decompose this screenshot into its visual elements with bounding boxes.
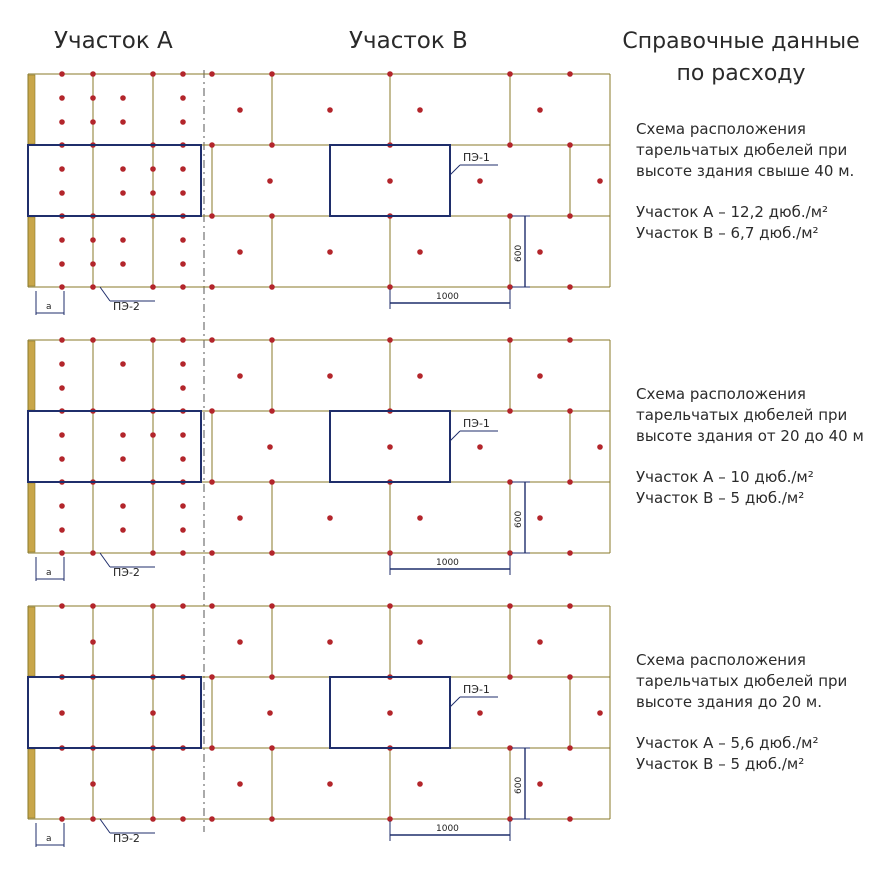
dowel-dot: [150, 432, 156, 438]
dowel-dot: [507, 674, 513, 680]
edge-strip: [28, 341, 35, 410]
dowel-dot: [209, 745, 215, 751]
pe2-leader: [100, 287, 110, 301]
dowel-dot: [120, 361, 126, 367]
dowel-dot: [507, 142, 513, 148]
dowel-dot: [567, 674, 573, 680]
dowel-dot: [120, 456, 126, 462]
dowel-dot: [537, 515, 543, 521]
dowel-dot: [507, 603, 513, 609]
scheme-2-rate-b: Участок В – 5 дюб./м²: [636, 489, 805, 507]
dowel-dot: [90, 95, 96, 101]
dowel-dot: [327, 639, 333, 645]
dowel-dot: [180, 456, 186, 462]
dowel-dot: [567, 284, 573, 290]
dowel-dot: [90, 71, 96, 77]
dowel-dot: [267, 444, 273, 450]
dowel-dot: [59, 816, 65, 822]
dowel-dot: [237, 639, 243, 645]
dowel-dot: [267, 178, 273, 184]
dim-width-label: 1000: [436, 558, 459, 568]
dowel-dot: [59, 190, 65, 196]
dowel-dot: [567, 603, 573, 609]
dowel-dot: [180, 237, 186, 243]
dowel-dot: [417, 781, 423, 787]
scheme-2-rate-a: Участок А – 10 дюб./м²: [636, 468, 814, 486]
dowel-dot: [120, 237, 126, 243]
dowel-dot: [209, 408, 215, 414]
dowel-dot: [507, 71, 513, 77]
dowel-dot: [59, 603, 65, 609]
dowel-dot: [567, 213, 573, 219]
pe2-label: ПЭ-2: [113, 566, 140, 579]
dowel-dot: [150, 710, 156, 716]
dowel-dot: [59, 385, 65, 391]
dowel-dot: [90, 119, 96, 125]
dowel-dot: [59, 361, 65, 367]
edge-strip: [28, 749, 35, 818]
scheme-2: [28, 337, 610, 581]
dowel-dot: [59, 337, 65, 343]
dowel-dot: [150, 284, 156, 290]
dowel-dot: [209, 142, 215, 148]
dowel-dot: [237, 249, 243, 255]
dowel-dot: [507, 550, 513, 556]
dowel-dot: [507, 213, 513, 219]
dowel-dot: [180, 603, 186, 609]
edge-strip: [28, 483, 35, 552]
dowel-dot: [90, 816, 96, 822]
dowel-dot: [209, 603, 215, 609]
scheme-2-caption: Схема расположения тарельчатых дюбелей при высоте здания от 20 до 40 м: [636, 385, 864, 445]
dowel-dot: [120, 432, 126, 438]
dowel-dot: [269, 674, 275, 680]
reference-title: Справочные данные по расходу: [622, 29, 860, 86]
dowel-dot: [537, 781, 543, 787]
dowel-dot: [180, 337, 186, 343]
dowel-dot: [209, 550, 215, 556]
dowel-dot: [180, 361, 186, 367]
dowel-dot: [567, 71, 573, 77]
dowel-dot: [267, 710, 273, 716]
dowel-dot: [59, 95, 65, 101]
dowel-dot: [269, 408, 275, 414]
dowel-dot: [180, 190, 186, 196]
dowel-dot: [269, 142, 275, 148]
dowel-dot: [90, 550, 96, 556]
dowel-dot: [507, 816, 513, 822]
dowel-dot: [209, 674, 215, 680]
dowel-dot: [180, 550, 186, 556]
dowel-dot: [120, 166, 126, 172]
dowel-dot: [120, 119, 126, 125]
dowel-dot: [209, 213, 215, 219]
dowel-dot: [59, 71, 65, 77]
dowel-dot: [180, 503, 186, 509]
pe1-label: ПЭ-1: [463, 683, 490, 696]
dowel-dot: [417, 639, 423, 645]
dowel-dot: [327, 249, 333, 255]
dowel-dot: [269, 337, 275, 343]
pe1-leader: [450, 431, 460, 441]
dowel-dot: [567, 550, 573, 556]
dowel-dot: [237, 515, 243, 521]
dowel-dot: [59, 503, 65, 509]
dowel-dot: [327, 781, 333, 787]
dowel-dot: [180, 166, 186, 172]
dowel-dot: [269, 71, 275, 77]
edge-strip: [28, 607, 35, 676]
dowel-dot: [150, 816, 156, 822]
edge-strip: [28, 217, 35, 286]
dowel-dot: [90, 261, 96, 267]
dowel-dot: [59, 527, 65, 533]
dowel-dot: [417, 515, 423, 521]
dowel-dot: [477, 710, 483, 716]
dowel-dot: [150, 337, 156, 343]
edge-strip: [28, 75, 35, 144]
dowel-dot: [120, 190, 126, 196]
dowel-dot: [327, 373, 333, 379]
pe2-board: [28, 677, 201, 748]
dowel-dot: [90, 284, 96, 290]
dim-a-label: a: [46, 302, 52, 312]
dowel-dot: [387, 816, 393, 822]
dowel-dot: [237, 107, 243, 113]
dowel-dot: [180, 527, 186, 533]
dowel-dot: [59, 284, 65, 290]
dowel-dot: [507, 408, 513, 414]
dowel-dot: [120, 95, 126, 101]
dowel-dot: [387, 603, 393, 609]
dowel-dot: [59, 166, 65, 172]
dowel-dot: [417, 249, 423, 255]
pe1-label: ПЭ-1: [463, 151, 490, 164]
dowel-dot: [269, 816, 275, 822]
dowel-dot: [120, 261, 126, 267]
pe2-label: ПЭ-2: [113, 832, 140, 845]
scheme-3-caption: Схема расположения тарельчатых дюбелей при высоте здания до 20 м.: [636, 651, 848, 711]
dowel-dot: [387, 178, 393, 184]
dowel-dot: [59, 456, 65, 462]
dowel-dot: [387, 337, 393, 343]
dowel-dot: [327, 515, 333, 521]
dowel-dot: [59, 119, 65, 125]
dim-a-label: a: [46, 568, 52, 578]
dowel-dot: [269, 284, 275, 290]
dowel-dot: [567, 408, 573, 414]
dowel-dot: [209, 337, 215, 343]
dowel-dot: [90, 781, 96, 787]
dowel-dot: [59, 432, 65, 438]
dowel-dot: [150, 71, 156, 77]
dowel-dot: [59, 550, 65, 556]
pe2-board: [28, 411, 201, 482]
dowel-dot: [150, 603, 156, 609]
dowel-dot: [269, 603, 275, 609]
dowel-dot: [537, 249, 543, 255]
dowel-dot: [477, 444, 483, 450]
dowel-dot: [567, 479, 573, 485]
dowel-dot: [90, 237, 96, 243]
dowel-dot: [567, 816, 573, 822]
dim-height-label: 600: [514, 776, 524, 794]
dowel-dot: [507, 284, 513, 290]
dim-height-label: 600: [514, 510, 524, 528]
dowel-dot: [269, 550, 275, 556]
dowel-dot: [150, 550, 156, 556]
dowel-dot: [150, 166, 156, 172]
dowel-dot: [209, 71, 215, 77]
dowel-dot: [180, 432, 186, 438]
dowel-dot: [90, 337, 96, 343]
scheme-3: [28, 603, 610, 847]
dowel-dot: [180, 71, 186, 77]
dowel-dot: [90, 603, 96, 609]
dowel-dot: [417, 107, 423, 113]
scheme-1: [28, 71, 610, 315]
dowel-dot: [237, 781, 243, 787]
dowel-dot: [59, 237, 65, 243]
dowel-dot: [507, 745, 513, 751]
dowel-dot: [387, 550, 393, 556]
pe1-leader: [450, 165, 460, 175]
dowel-dot: [269, 213, 275, 219]
dowel-dot: [150, 190, 156, 196]
dowel-dot: [269, 479, 275, 485]
pe2-leader: [100, 819, 110, 833]
dowel-dot: [180, 261, 186, 267]
dowel-dot: [180, 816, 186, 822]
dowel-dot: [537, 373, 543, 379]
zone-a-header: Участок А: [54, 28, 173, 54]
scheme-3-rate-b: Участок В – 5 дюб./м²: [636, 755, 805, 773]
dowel-dot: [120, 503, 126, 509]
dowel-dot: [567, 337, 573, 343]
pe2-leader: [100, 553, 110, 567]
dowel-dot: [237, 373, 243, 379]
dowel-dot: [507, 479, 513, 485]
dowel-dot: [597, 444, 603, 450]
dowel-dot: [180, 385, 186, 391]
dowel-dot: [59, 710, 65, 716]
dowel-dot: [387, 710, 393, 716]
scheme-1-rate-a: Участок А – 12,2 дюб./м²: [636, 203, 829, 221]
dowel-dot: [387, 444, 393, 450]
dowel-dot: [477, 178, 483, 184]
dowel-dot: [327, 107, 333, 113]
dim-a-label: a: [46, 834, 52, 844]
zone-b-header: Участок В: [349, 28, 468, 54]
dowel-dot: [180, 119, 186, 125]
dowel-dot: [209, 479, 215, 485]
dowel-dot: [120, 527, 126, 533]
dim-height-label: 600: [514, 244, 524, 262]
dowel-dot: [597, 710, 603, 716]
dowel-dot: [537, 107, 543, 113]
dowel-dot: [387, 284, 393, 290]
dowel-dot: [90, 639, 96, 645]
scheme-1-rate-b: Участок В – 6,7 дюб./м²: [636, 224, 819, 242]
dowel-dot: [417, 373, 423, 379]
dowel-dot: [567, 142, 573, 148]
dim-width-label: 1000: [436, 824, 459, 834]
dim-width-label: 1000: [436, 292, 459, 302]
dowel-dot: [567, 745, 573, 751]
dowel-dot: [209, 816, 215, 822]
dowel-dot: [180, 284, 186, 290]
dowel-dot: [59, 261, 65, 267]
dowel-dot: [209, 284, 215, 290]
dowel-dot: [387, 71, 393, 77]
dowel-dot: [507, 337, 513, 343]
scheme-3-rate-a: Участок А – 5,6 дюб./м²: [636, 734, 819, 752]
dowel-dot: [269, 745, 275, 751]
pe1-leader: [450, 697, 460, 707]
dowel-dot: [537, 639, 543, 645]
scheme-1-caption: Схема расположения тарельчатых дюбелей при высоте здания свыше 40 м.: [636, 120, 855, 180]
pe1-label: ПЭ-1: [463, 417, 490, 430]
dowel-dot: [597, 178, 603, 184]
pe2-label: ПЭ-2: [113, 300, 140, 313]
dowel-dot: [180, 95, 186, 101]
pe2-board: [28, 145, 201, 216]
